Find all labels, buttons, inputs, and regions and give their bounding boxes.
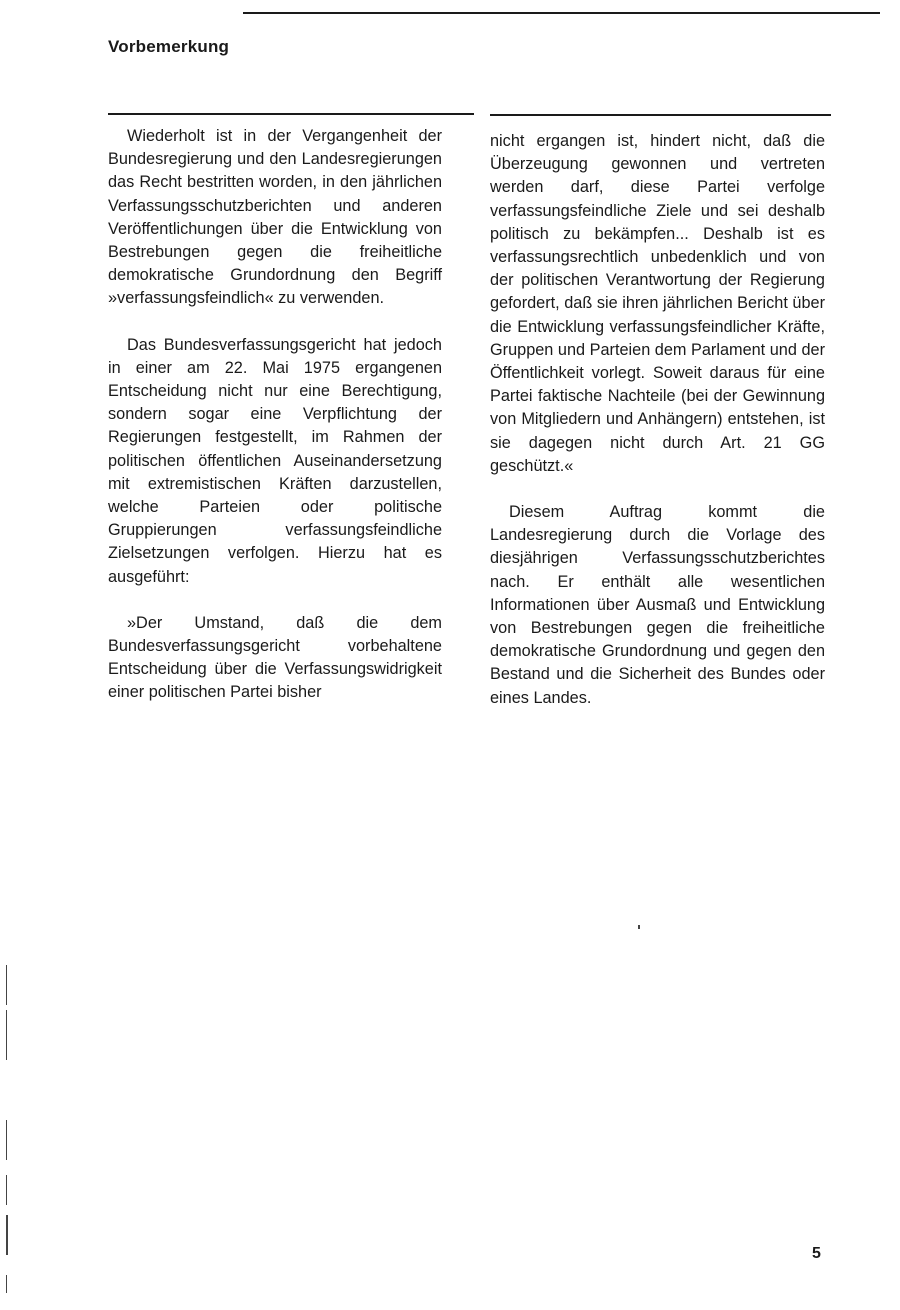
- section-heading: Vorbemerkung: [108, 37, 230, 56]
- paragraph: »Der Umstand, daß die dem Bundesverfassungsgericht vorbehaltene Entscheidung über die Verfassungswidrigkeit einer politischen Partei bisher: [108, 613, 442, 702]
- paragraph: Diesem Auftrag kommt die Landesregierung durch die Vorlage des diesjährigen Verfassungsschutzberichtes nach. Er enthält alle wesentlichen Informationen über Ausmaß und Entwicklung von Bestrebungen gegen die freiheitliche demokratische Grundordnung und gegen den Bestand und die Sicherheit des Bundes oder eines Landes.: [490, 503, 825, 707]
- scan-speck: [6, 965, 7, 1005]
- scan-speck: [6, 1215, 8, 1255]
- left-text-column: [108, 125, 442, 705]
- paragraph: Wiederholt ist in der Vergangenheit der Bundesregierung und den Landesregierungen das Recht bestritten worden, in den jährlichen Verfassungsschutzberichten und anderen Veröffentlichungen über die Entwicklung von Bestrebungen gegen die freiheitliche demokratische Grundordnung den Begriff »verfassungsfeindlich« zu verwenden.: [108, 127, 442, 308]
- scan-speck: [6, 1175, 7, 1205]
- right-text-column: [490, 130, 825, 710]
- paragraph: nicht ergangen ist, hindert nicht, daß die Überzeugung gewonnen und vertreten werden darf, diese Partei verfolge verfassungsfeindliche Ziele und sei deshalb politisch zu bekämpfen... Deshalb ist es verfassungsrechtlich unbedenklich und von der politischen Verantwortung der Regierung gefordert, daß sie ihren jährlichen Bericht über die Entwicklung verfassungsfeindlicher Kräfte, Gruppen und Parteien dem Parlament und der Öffentlichkeit vorlegt. Soweit daraus für eine Partei faktische Nachteile (bei der Gewinnung von Mitgliedern und Anhängern) entstehen, ist sie dagegen nicht durch Art. 21 GG geschützt.«: [490, 132, 825, 475]
- left-column-rule: [108, 113, 474, 115]
- paragraph: Das Bundesverfassungsgericht hat jedoch in einer am 22. Mai 1975 ergangenen Entscheidung nicht nur eine Berechtigung, sondern sogar eine Verpflichtung der Regierungen festgestellt, im Rahmen der politischen öffentlichen Auseinandersetzung mit extremistischen Kräften darzustellen, welche Parteien oder politische Gruppierungen verfassungsfeindliche Zielsetzungen verfolgen. Hierzu hat es ausgeführt:: [108, 335, 442, 586]
- right-column-rule: [490, 114, 831, 116]
- scan-speck: [638, 925, 640, 929]
- scan-speck: [6, 1275, 7, 1293]
- scan-speck: [6, 1010, 7, 1060]
- scan-speck: [6, 1120, 7, 1160]
- top-rule: [243, 12, 880, 14]
- page-number: 5: [812, 1245, 821, 1262]
